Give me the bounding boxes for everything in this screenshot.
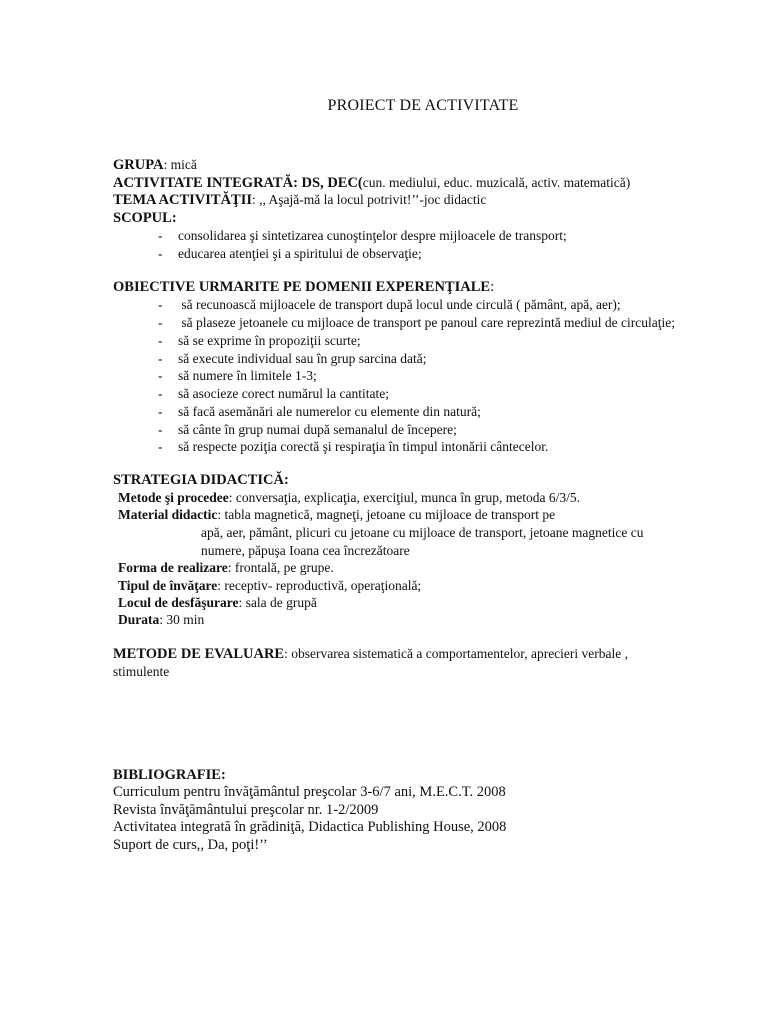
scopul-item-text: consolidarea şi sintetizarea cunoştinţelor despre mijloacele de transport; [178, 228, 567, 243]
obiective-item-text: să plaseze jetoanele cu mijloace de transport pe panoul care reprezintă mediul de circulaţie; [178, 315, 676, 330]
metode-label: Metode şi procedee [118, 490, 229, 505]
obiective-item-text: să se exprime în propoziţii scurte; [178, 333, 361, 348]
forma-label: Forma de realizare [118, 560, 228, 575]
bullet-dash: - [158, 404, 163, 419]
list-item [158, 385, 389, 403]
bullet-dash: - [158, 368, 163, 383]
list-item [158, 403, 481, 421]
durata-label: Durata [118, 612, 160, 627]
list-item [158, 438, 548, 456]
evaluare-line [113, 645, 628, 663]
bullet-dash: - [158, 246, 163, 261]
scopul-item-text: educarea atenţiei şi a spiritului de observaţie; [178, 246, 422, 261]
metode-line [118, 489, 580, 507]
list-item [158, 296, 621, 314]
material-value: : tabla magnetică, magneţi, jetoane cu mijloace de transport pe [217, 507, 556, 522]
locul-line [118, 594, 317, 612]
obiective-item-text: să recunoască mijloacele de transport după locul unde circulă ( pământ, apă, aer); [178, 297, 621, 312]
grupa-label: GRUPA [113, 157, 164, 173]
obiective-item-text: să execute individual sau în grup sarcina dată; [178, 351, 427, 366]
material-line-2: apă, aer, pământ, plicuri cu jetoane cu mijloace de transport, jetoane magnetice cu [201, 525, 644, 540]
bullet-dash: - [158, 386, 163, 401]
strategia-heading: STRATEGIA DIDACTICĂ: [113, 472, 289, 488]
bibliografie-item: Curriculum pentru învăţământul preşcolar 3-6/7 ani, M.E.C.T. 2008 [113, 784, 506, 800]
list-item [158, 314, 675, 332]
bibliografie-item: Revista învăţământului preşcolar nr. 1-2/2009 [113, 802, 379, 818]
material-line-3: numere, păpuşa Ioana cea încrezătoare [201, 543, 410, 558]
grupa-value: : mică [163, 157, 197, 172]
metode-value: : conversaţia, explicaţia, exerciţiul, munca în grup, metoda 6/3/5. [228, 490, 580, 505]
bullet-dash: - [158, 315, 163, 330]
tema-label: TEMA ACTIVITĂŢII [113, 192, 252, 208]
bullet-dash: - [158, 351, 163, 366]
obiective-item-text: să numere în limitele 1-3; [178, 368, 317, 383]
obiective-colon: : [490, 279, 495, 295]
bullet-dash: - [158, 333, 163, 348]
tipul-label: Tipul de învăţare [118, 578, 218, 593]
obiective-item-text: să cânte în grup numai după semanalul de începere; [178, 422, 457, 437]
list-item [158, 332, 361, 350]
obiective-item-text: să facă asemănări ale numerelor cu elemente din natură; [178, 404, 481, 419]
page-title: PROIECT DE ACTIVITATE [327, 97, 519, 114]
durata-value: : 30 min [159, 612, 205, 627]
evaluare-value: : observarea sistematică a comportamentelor, aprecieri verbale , [284, 646, 629, 661]
evaluare-line-2: stimulente [113, 664, 170, 679]
scopul-label: SCOPUL: [113, 210, 177, 226]
durata-line [118, 611, 204, 629]
tipul-line [118, 577, 421, 595]
activitate-value: cun. mediului, educ. muzicală, activ. matematică) [362, 175, 631, 190]
activitate-line [113, 174, 630, 192]
locul-label: Locul de desfăşurare [118, 595, 239, 610]
list-item [158, 350, 427, 368]
obiective-heading [113, 278, 494, 296]
evaluare-label: METODE DE EVALUARE [113, 646, 285, 662]
bullet-dash: - [158, 297, 163, 312]
bullet-dash: - [158, 228, 163, 243]
bullet-dash: - [158, 439, 163, 454]
forma-value: : frontală, pe grupe. [227, 560, 334, 575]
bullet-dash: - [158, 422, 163, 437]
obiective-label: OBIECTIVE URMARITE PE DOMENII EXPERENŢIALE [113, 279, 491, 295]
list-item [158, 245, 422, 263]
material-label: Material didactic [118, 507, 218, 522]
tipul-value: : receptiv- reproductivă, operaţională; [217, 578, 422, 593]
forma-line [118, 559, 334, 577]
list-item [158, 421, 457, 439]
grupa-line [113, 156, 197, 174]
locul-value: : sala de grupă [238, 595, 317, 610]
list-item [158, 367, 317, 385]
bibliografie-item: Activitatea integrată în grădiniţă, Didactica Publishing House, 2008 [113, 819, 507, 835]
bibliografie-item: Suport de curs,, Da, poţi!’’ [113, 837, 268, 853]
activitate-label: ACTIVITATE INTEGRATĂ: DS, DEC( [113, 175, 363, 191]
bibliografie-heading: BIBLIOGRAFIE: [113, 767, 226, 783]
list-item [158, 227, 567, 245]
tema-value: : ,, Aşajă-mă la locul potrivit!’’-joc didactic [252, 192, 487, 207]
material-line [118, 506, 555, 524]
tema-line [113, 191, 486, 209]
obiective-item-text: să respecte poziţia corectă şi respiraţia în timpul intonării cântecelor. [178, 439, 549, 454]
obiective-item-text: să asocieze corect numărul la cantitate; [178, 386, 390, 401]
